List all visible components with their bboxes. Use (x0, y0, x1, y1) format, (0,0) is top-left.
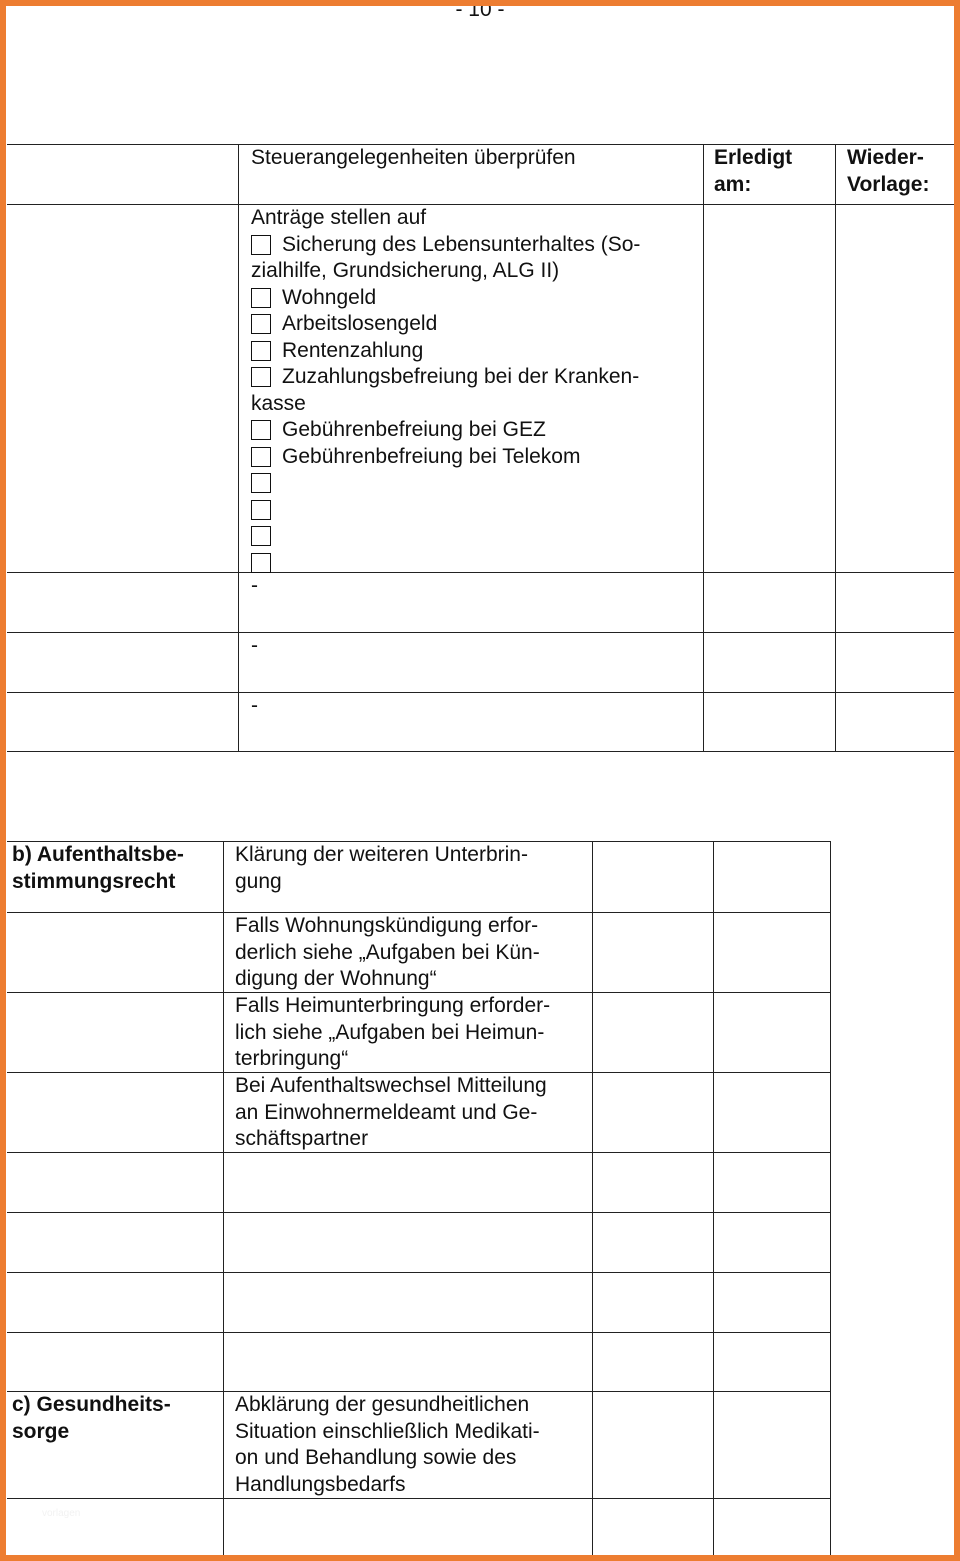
dash-entry: - (251, 634, 258, 657)
application-item-label: Arbeitslosengeld (282, 312, 438, 335)
application-item-continuation: zialhilfe, Grundsicherung, ALG II) (251, 259, 560, 282)
application-item-label: Gebührenbefreiung bei GEZ (282, 418, 546, 441)
applications-intro: Anträge stellen auf (251, 206, 427, 229)
application-item-continuation: kasse (251, 391, 306, 415)
application-item-empty[interactable] (251, 523, 640, 550)
application-item-label: Zuzahlungsbefreiung bei der Kranken- (282, 365, 640, 388)
task-text (235, 993, 550, 1073)
checkbox[interactable] (251, 314, 271, 334)
application-item[interactable] (251, 417, 640, 444)
category-line: stimmungsrecht (12, 869, 176, 893)
checkbox[interactable] (251, 473, 271, 493)
page-number: - 10 - (455, 0, 505, 21)
checkbox[interactable] (251, 526, 271, 546)
table1-line (835, 144, 836, 752)
done-header-line: am: (714, 172, 752, 196)
checkbox[interactable] (251, 500, 271, 520)
task-line: Abklärung der gesundheitlichen (235, 1393, 530, 1416)
table2-line (7, 1498, 831, 1499)
application-item[interactable] (251, 444, 640, 471)
task-line: digung der Wohnung“ (235, 967, 437, 990)
table2-line (7, 1212, 831, 1213)
task-line: terbringung“ (235, 1047, 349, 1070)
table2-line (830, 841, 831, 1555)
task-text (235, 913, 540, 993)
category-line: sorge (12, 1419, 70, 1443)
application-item[interactable] (251, 311, 640, 338)
applications-list (251, 205, 640, 576)
checkbox[interactable] (251, 288, 271, 308)
task-line: Falls Wohnungskündigung erfor- (235, 914, 539, 937)
table1-line (703, 144, 704, 752)
resubmission-header-line: Wieder- (847, 146, 924, 169)
category-line: b) Aufenthaltsbe- (12, 843, 184, 866)
table2-line (592, 841, 593, 1555)
application-item[interactable] (251, 285, 640, 312)
application-item-empty[interactable] (251, 550, 640, 577)
table2-line (7, 1272, 831, 1273)
resubmission-column-header (847, 145, 929, 198)
task-line: Handlungsbedarfs (235, 1472, 406, 1496)
category-line: c) Gesundheits- (12, 1393, 171, 1416)
application-item-label: Sicherung des Lebensunterhaltes (So- (282, 232, 641, 256)
task-text (235, 1392, 540, 1498)
application-item-empty[interactable] (251, 470, 640, 497)
table2-line (223, 841, 224, 1555)
checkbox[interactable] (251, 447, 271, 467)
application-item-label: Rentenzahlung (282, 338, 424, 362)
table1-line (238, 144, 239, 752)
task-line: on und Behandlung sowie des (235, 1446, 517, 1469)
application-item-label: Gebührenbefreiung bei Telekom (282, 444, 581, 468)
task-line: Bei Aufenthaltswechsel Mitteilung (235, 1074, 547, 1097)
application-item-empty[interactable] (251, 497, 640, 524)
dash-entry: - (251, 574, 258, 597)
done-header-line: Erledigt (714, 146, 793, 169)
application-item[interactable] (251, 232, 640, 259)
tax-review-task: Steuerangelegenheiten überprüfen (251, 146, 576, 169)
task-line: gung (235, 869, 282, 893)
table2-line (713, 841, 714, 1555)
checkbox[interactable] (251, 235, 271, 255)
task-text (235, 842, 528, 895)
table1-line (7, 751, 954, 752)
task-line: lich siehe „Aufgaben bei Heimun- (235, 1020, 545, 1044)
table2-line (7, 1332, 831, 1333)
task-line: schäftspartner (235, 1127, 369, 1150)
resubmission-header-line: Vorlage: (847, 172, 930, 196)
task-line: Klärung der weiteren Unterbrin- (235, 843, 528, 866)
task-line: an Einwohnermeldeamt und Ge- (235, 1100, 538, 1124)
application-item[interactable] (251, 364, 640, 391)
table1-line (7, 632, 954, 633)
task-line: derlich siehe „Aufgaben bei Kün- (235, 940, 540, 964)
task-line: Situation einschließlich Medikati- (235, 1419, 540, 1443)
task-text (235, 1073, 547, 1153)
watermark: vorlagen (42, 1508, 81, 1519)
checkbox[interactable] (251, 367, 271, 387)
checkbox[interactable] (251, 553, 271, 573)
application-item-label: Wohngeld (282, 285, 377, 309)
checkbox[interactable] (251, 420, 271, 440)
table1-line (7, 692, 954, 693)
checkbox[interactable] (251, 341, 271, 361)
dash-entry: - (251, 694, 258, 717)
task-line: Falls Heimunterbringung erforder- (235, 994, 551, 1017)
category-label (12, 842, 184, 895)
application-item[interactable] (251, 338, 640, 365)
category-label (12, 1392, 171, 1445)
done-column-header (714, 145, 792, 198)
